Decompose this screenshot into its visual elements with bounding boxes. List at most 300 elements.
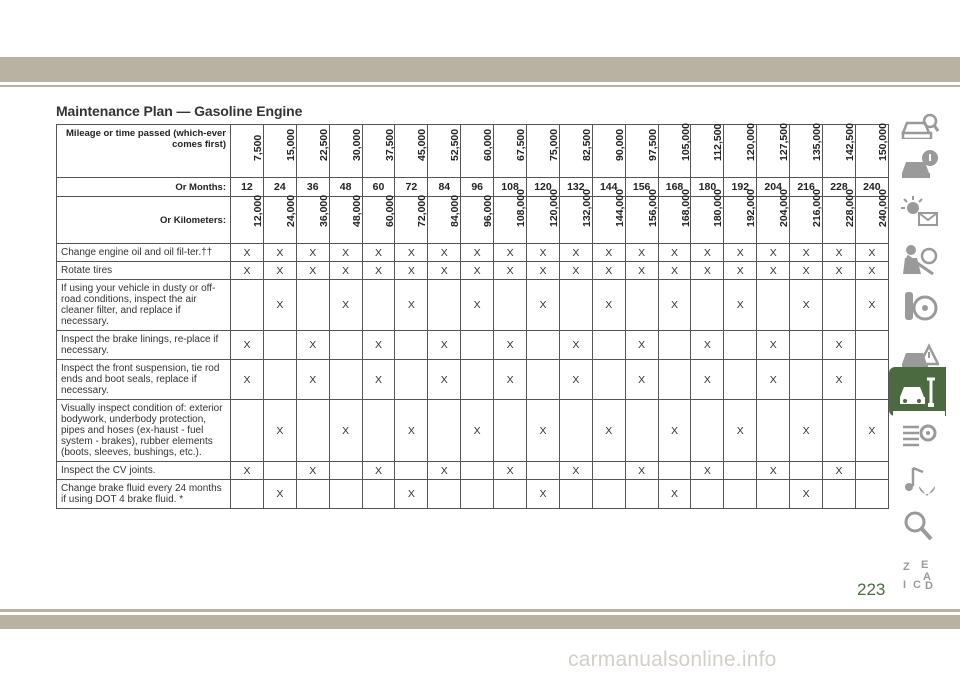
month-value: 204 <box>757 178 790 197</box>
service-mark: X <box>461 244 494 262</box>
km-header <box>823 189 856 244</box>
km-value: 240,000 <box>876 189 889 227</box>
km-value: 60,000 <box>383 194 396 227</box>
km-header <box>691 189 725 244</box>
car-search-icon <box>899 109 939 143</box>
month-value: 180 <box>691 178 724 197</box>
search-icon <box>899 508 939 542</box>
service-mark <box>395 360 428 400</box>
service-mark: X <box>724 244 757 262</box>
service-mark <box>592 331 625 360</box>
service-mark: X <box>296 244 329 262</box>
km-label: Or Kilometers: <box>57 197 231 244</box>
sidebar-tab-music-navigation[interactable] <box>893 456 945 505</box>
service-mark <box>658 462 691 480</box>
km-value: 168,000 <box>679 189 692 227</box>
service-mark <box>658 331 691 360</box>
service-mark: X <box>691 244 724 262</box>
service-mark: X <box>592 244 625 262</box>
service-mark: X <box>263 244 296 262</box>
km-value: 156,000 <box>646 189 659 227</box>
service-mark <box>362 280 395 331</box>
mileage-header <box>362 125 395 178</box>
service-mark <box>592 360 625 400</box>
header-row-km <box>57 197 889 244</box>
service-mark <box>494 280 527 331</box>
sidebar-tab-index-letters[interactable] <box>893 548 945 597</box>
km-value: 48,000 <box>350 194 363 227</box>
month-value: 108 <box>494 178 527 197</box>
service-item-label: Rotate tires <box>57 262 231 280</box>
service-mark: X <box>658 400 691 462</box>
km-value: 108,000 <box>515 189 528 227</box>
service-mark: X <box>296 262 329 280</box>
service-mark <box>461 462 494 480</box>
service-mark <box>296 480 329 509</box>
svg-text:C: C <box>913 578 921 590</box>
steering-wheel-icon <box>899 290 939 324</box>
km-value: 12,000 <box>251 194 264 227</box>
mileage-value: 37,500 <box>383 128 396 161</box>
svg-text:Z: Z <box>903 560 910 573</box>
service-mark <box>823 400 856 462</box>
specs-gear-icon <box>899 419 939 453</box>
service-mark <box>461 480 494 509</box>
service-mark: X <box>559 331 592 360</box>
service-mark: X <box>527 400 560 462</box>
service-mark <box>559 480 592 509</box>
service-mark <box>559 280 592 331</box>
service-mark <box>658 360 691 400</box>
service-mark <box>790 462 823 480</box>
header-row-months <box>57 178 889 197</box>
service-mark: X <box>625 462 658 480</box>
service-mark: X <box>527 480 560 509</box>
service-mark: X <box>263 400 296 462</box>
footer-band <box>0 615 960 629</box>
service-mark <box>691 400 724 462</box>
service-mark: X <box>494 462 527 480</box>
service-item-label: Change brake fluid every 24 months if using DOT 4 brake fluid. * <box>57 480 231 509</box>
service-mark <box>428 400 461 462</box>
service-mark: X <box>494 331 527 360</box>
service-mark: X <box>592 400 625 462</box>
mileage-header <box>494 125 527 178</box>
service-mark: X <box>855 262 888 280</box>
footer-rule <box>0 609 960 612</box>
service-mark: X <box>263 280 296 331</box>
service-mark: X <box>362 244 395 262</box>
mileage-value: 142,500 <box>843 123 856 161</box>
service-mark: X <box>263 262 296 280</box>
service-mark <box>757 480 790 509</box>
month-value: 72 <box>395 178 428 197</box>
service-mark <box>592 462 625 480</box>
km-header <box>428 194 462 244</box>
mileage-header <box>691 125 724 178</box>
service-mark <box>757 400 790 462</box>
service-mark: X <box>757 331 790 360</box>
month-value: 24 <box>263 178 296 197</box>
service-mark: X <box>823 360 856 400</box>
service-mark <box>724 331 757 360</box>
service-mark: X <box>592 262 625 280</box>
car-info-icon <box>899 147 939 181</box>
km-header <box>231 194 264 244</box>
service-mark <box>395 331 428 360</box>
service-mark: X <box>559 244 592 262</box>
mileage-value: 45,000 <box>416 128 429 161</box>
sidebar-tab-search[interactable] <box>893 500 945 549</box>
service-mark <box>625 400 658 462</box>
table-row <box>57 360 889 400</box>
service-mark: X <box>790 400 823 462</box>
service-mark: X <box>329 400 362 462</box>
table-row <box>57 400 889 462</box>
km-header <box>592 189 626 244</box>
month-value: 216 <box>790 178 823 197</box>
service-mark <box>823 480 856 509</box>
service-mark: X <box>855 280 888 331</box>
airbag-seatbelt-icon <box>899 242 939 276</box>
mileage-header <box>329 125 362 178</box>
service-mark: X <box>790 244 823 262</box>
km-header <box>757 189 791 244</box>
service-mark: X <box>263 480 296 509</box>
mileage-value: 60,000 <box>482 128 495 161</box>
mileage-header <box>527 125 560 178</box>
mileage-header <box>395 125 428 178</box>
service-mark: X <box>362 331 395 360</box>
service-mark: X <box>494 360 527 400</box>
sidebar-tab-lights-message[interactable] <box>893 186 945 235</box>
service-mark: X <box>724 400 757 462</box>
table-row <box>57 280 889 331</box>
service-mark <box>494 400 527 462</box>
header-row-mileage <box>57 125 889 178</box>
service-mark <box>724 360 757 400</box>
sidebar-tab-car-info[interactable] <box>893 139 945 188</box>
service-mark: X <box>231 331 264 360</box>
service-mark <box>231 280 264 331</box>
mileage-header <box>263 125 296 178</box>
km-header <box>527 189 560 244</box>
month-value: 156 <box>625 178 658 197</box>
service-mark: X <box>461 400 494 462</box>
month-value: 144 <box>592 178 625 197</box>
month-value: 192 <box>724 178 757 197</box>
page-number: 223 <box>857 580 886 599</box>
service-mark <box>395 462 428 480</box>
service-mark: X <box>625 331 658 360</box>
month-value: 96 <box>461 178 494 197</box>
service-mark: X <box>428 462 461 480</box>
mileage-value: 97,500 <box>646 128 659 161</box>
service-mark <box>559 400 592 462</box>
service-mark: X <box>362 462 395 480</box>
mileage-header <box>724 125 757 178</box>
mileage-value: 150,000 <box>876 123 889 161</box>
page-title: Maintenance Plan — Gasoline Engine <box>56 103 303 119</box>
service-mark: X <box>658 280 691 331</box>
mileage-header <box>658 125 691 178</box>
service-mark: X <box>395 480 428 509</box>
km-value: 96,000 <box>482 194 495 227</box>
service-mark <box>329 462 362 480</box>
months-label: Or Months: <box>57 178 231 197</box>
service-mark <box>362 400 395 462</box>
service-mark: X <box>691 262 724 280</box>
mileage-value: 127,500 <box>778 123 791 161</box>
service-mark <box>724 462 757 480</box>
service-mark <box>855 360 888 400</box>
service-mark <box>790 331 823 360</box>
month-value: 12 <box>231 178 264 197</box>
service-item-label: Inspect the front suspension, tie rod ends and boot seals, replace if necessary. <box>57 360 231 400</box>
mileage-value: 90,000 <box>613 128 626 161</box>
mileage-header <box>231 125 264 178</box>
service-mark <box>823 280 856 331</box>
header-band <box>0 57 960 82</box>
service-mark: X <box>757 262 790 280</box>
service-mark: X <box>428 360 461 400</box>
mileage-value: 15,000 <box>284 128 297 161</box>
km-header <box>559 189 593 244</box>
km-value: 84,000 <box>449 194 462 227</box>
service-mark: X <box>362 360 395 400</box>
mileage-value: 135,000 <box>811 123 824 161</box>
service-mark <box>691 280 724 331</box>
mileage-header <box>625 125 658 178</box>
service-mark: X <box>691 360 724 400</box>
service-mark: X <box>855 244 888 262</box>
km-header <box>724 189 758 244</box>
service-mark: X <box>428 331 461 360</box>
service-mark <box>461 360 494 400</box>
svg-text:D: D <box>925 579 933 590</box>
mileage-header <box>855 125 888 178</box>
service-mark <box>329 360 362 400</box>
km-header <box>329 194 363 244</box>
service-mark: X <box>428 244 461 262</box>
service-mark <box>231 400 264 462</box>
service-mark: X <box>790 480 823 509</box>
service-mark: X <box>527 262 560 280</box>
service-mark: X <box>823 244 856 262</box>
service-mark: X <box>790 262 823 280</box>
service-mark <box>757 280 790 331</box>
svg-text:I: I <box>903 578 907 590</box>
service-mark: X <box>527 244 560 262</box>
service-mark: X <box>757 244 790 262</box>
index-letters-icon <box>899 556 939 590</box>
service-mark <box>263 331 296 360</box>
service-mark: X <box>395 262 428 280</box>
km-value: 228,000 <box>843 189 856 227</box>
service-mark <box>855 462 888 480</box>
service-mark: X <box>329 280 362 331</box>
table-row <box>57 480 889 509</box>
service-mark <box>263 360 296 400</box>
service-mark: X <box>395 400 428 462</box>
service-mark: X <box>823 462 856 480</box>
mileage-value: 67,500 <box>515 128 528 161</box>
service-mark: X <box>395 244 428 262</box>
service-mark <box>296 280 329 331</box>
service-mark: X <box>855 400 888 462</box>
service-item-label: Change engine oil and oil fil-ter.†† <box>57 244 231 262</box>
service-mark: X <box>231 462 264 480</box>
mileage-value: 52,500 <box>449 128 462 161</box>
table-row <box>57 331 889 360</box>
service-mark: X <box>658 244 691 262</box>
service-mark <box>296 400 329 462</box>
mileage-header <box>592 125 625 178</box>
month-value: 60 <box>362 178 395 197</box>
service-mark: X <box>823 331 856 360</box>
service-mark: X <box>724 280 757 331</box>
mileage-label: Mileage or time passed (which-ever comes first) <box>57 125 231 178</box>
month-value: 228 <box>823 178 856 197</box>
km-header <box>362 194 396 244</box>
service-mark <box>329 480 362 509</box>
service-item-label: Inspect the brake linings, re-place if necessary. <box>57 331 231 360</box>
km-header <box>263 194 297 244</box>
month-value: 120 <box>527 178 560 197</box>
mileage-value: 120,000 <box>745 123 758 161</box>
page-top-margin <box>0 0 960 55</box>
service-mark: X <box>296 331 329 360</box>
service-mark <box>625 480 658 509</box>
km-header <box>790 189 824 244</box>
service-mark <box>855 480 888 509</box>
km-value: 180,000 <box>712 189 725 227</box>
km-header <box>494 189 528 244</box>
car-wrench-icon <box>898 375 938 409</box>
mileage-header <box>790 125 823 178</box>
km-header <box>461 194 495 244</box>
service-mark: X <box>494 244 527 262</box>
month-value: 48 <box>329 178 362 197</box>
mileage-header <box>428 125 461 178</box>
service-mark: X <box>823 262 856 280</box>
svg-text:A: A <box>923 570 931 583</box>
service-item-label: Visually inspect condition of: exterior bodywork, underbody protection, pipes and hoses (ex-haust - fuel system - brakes), rubber elements (boots, sleeves, bushings, etc.). <box>57 400 231 462</box>
service-mark: X <box>231 262 264 280</box>
month-value: 84 <box>428 178 461 197</box>
service-mark: X <box>757 360 790 400</box>
header-rule <box>0 85 960 87</box>
service-mark <box>724 480 757 509</box>
service-mark <box>527 360 560 400</box>
service-mark: X <box>790 280 823 331</box>
mileage-value: 75,000 <box>547 128 560 161</box>
service-mark: X <box>461 280 494 331</box>
sidebar-tab-airbag-seatbelt[interactable] <box>893 234 945 283</box>
service-mark <box>855 331 888 360</box>
service-mark <box>625 280 658 331</box>
km-value: 72,000 <box>416 194 429 227</box>
mileage-header <box>296 125 329 178</box>
table-row <box>57 462 889 480</box>
mileage-header <box>559 125 592 178</box>
service-mark <box>691 480 724 509</box>
service-mark: X <box>625 262 658 280</box>
service-mark: X <box>658 480 691 509</box>
km-value: 36,000 <box>317 194 330 227</box>
service-item-label: Inspect the CV joints. <box>57 462 231 480</box>
km-header <box>395 194 429 244</box>
mileage-header <box>823 125 856 178</box>
mileage-header <box>461 125 494 178</box>
table-row <box>57 244 889 262</box>
service-mark: X <box>329 262 362 280</box>
mileage-value: 112,500 <box>712 123 725 161</box>
service-item-label: If using your vehicle in dusty or off-road conditions, inspect the air cleaner filter, and replace if necessary. <box>57 280 231 331</box>
service-mark <box>428 280 461 331</box>
service-mark: X <box>527 280 560 331</box>
service-mark <box>790 360 823 400</box>
service-mark: X <box>329 244 362 262</box>
service-mark: X <box>296 462 329 480</box>
km-value: 132,000 <box>580 189 593 227</box>
mileage-value: 30,000 <box>350 128 363 161</box>
km-header <box>296 194 330 244</box>
km-value: 120,000 <box>547 189 560 227</box>
month-value: 168 <box>658 178 691 197</box>
service-mark <box>362 480 395 509</box>
lights-message-icon <box>899 194 939 228</box>
sidebar-tab-steering-wheel[interactable] <box>893 282 945 331</box>
sidebar-tab-car-wrench[interactable] <box>889 367 946 416</box>
mileage-value: 22,500 <box>317 128 330 161</box>
km-value: 192,000 <box>745 189 758 227</box>
service-mark <box>527 331 560 360</box>
service-mark <box>231 480 264 509</box>
maintenance-table <box>56 124 889 509</box>
mileage-value: 82,500 <box>580 128 593 161</box>
km-value: 144,000 <box>613 189 626 227</box>
service-mark: X <box>231 244 264 262</box>
table-row <box>57 262 889 280</box>
km-header <box>658 189 692 244</box>
music-navigation-icon <box>899 464 939 498</box>
service-mark <box>329 331 362 360</box>
service-mark <box>263 462 296 480</box>
service-mark: X <box>461 262 494 280</box>
service-mark: X <box>231 360 264 400</box>
service-mark: X <box>724 262 757 280</box>
service-mark: X <box>395 280 428 331</box>
service-mark: X <box>658 262 691 280</box>
month-value: 132 <box>559 178 592 197</box>
service-mark: X <box>494 262 527 280</box>
sidebar-tab-specs-gear[interactable] <box>893 411 945 460</box>
km-value: 204,000 <box>778 189 791 227</box>
km-header <box>625 189 659 244</box>
km-header <box>855 189 889 244</box>
service-mark <box>494 480 527 509</box>
service-mark <box>592 480 625 509</box>
mileage-header <box>757 125 790 178</box>
month-value: 240 <box>855 178 888 197</box>
service-mark: X <box>559 360 592 400</box>
service-mark: X <box>559 262 592 280</box>
service-mark <box>527 462 560 480</box>
service-mark: X <box>428 262 461 280</box>
service-mark: X <box>592 280 625 331</box>
km-value: 216,000 <box>811 189 824 227</box>
